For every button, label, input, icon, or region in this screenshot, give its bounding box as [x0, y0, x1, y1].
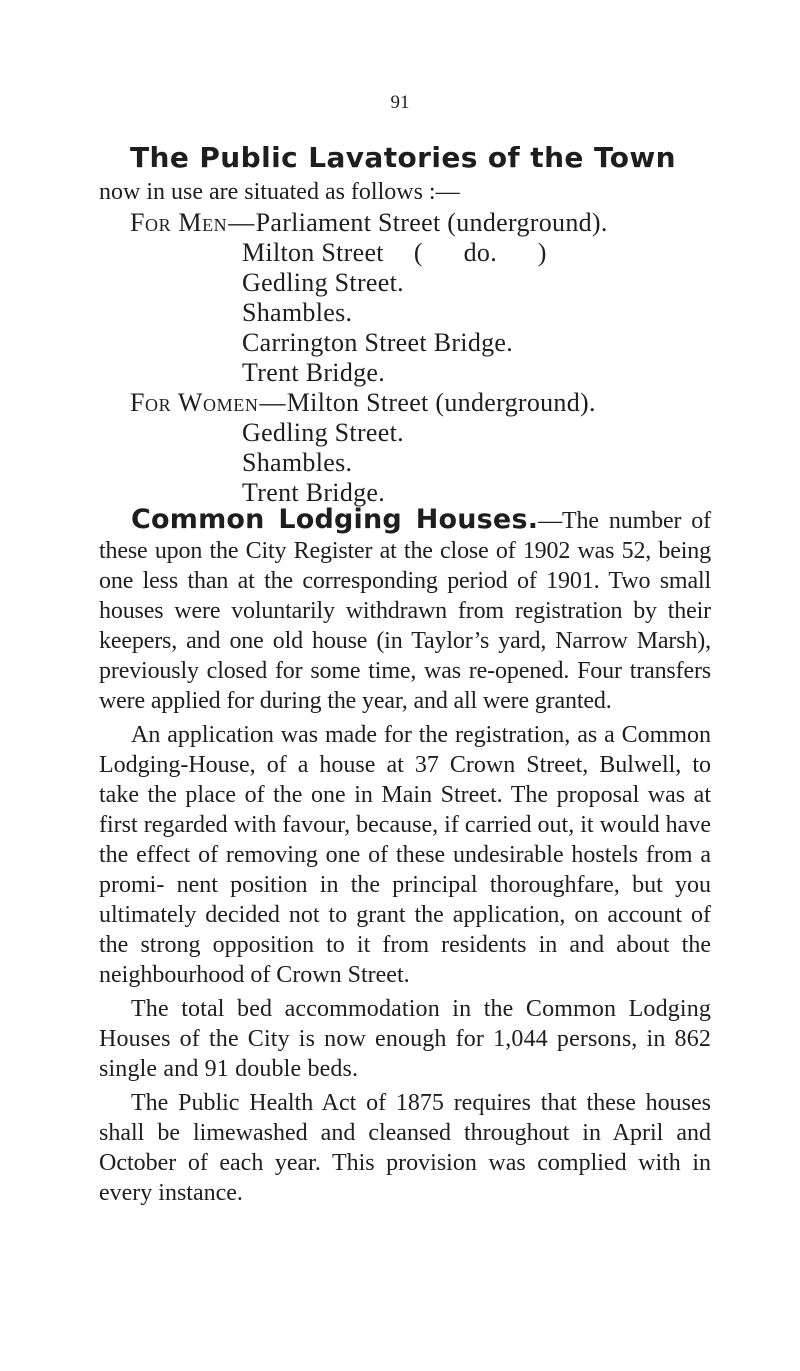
lavatories-intro: now in use are situated as follows :—	[99, 179, 460, 205]
lavatories-heading: The Public Lavatories of the Town	[130, 141, 676, 174]
men-location: Trent Bridge.	[242, 358, 386, 387]
lodging-paragraph-3: The total bed accommodation in the Common Lodging Houses of the City is now enough for 1,044 persons, in 862 single and 91 double beds.	[99, 996, 711, 1082]
men-row-1: For Men—Parliament Street (underground).	[130, 208, 608, 237]
women-location: Trent Bridge.	[242, 478, 386, 507]
women-row-1: For Women—Milton Street (underground).	[130, 388, 596, 417]
women-row-3	[242, 448, 352, 478]
men-row-4	[242, 298, 352, 328]
women-location: Gedling Street.	[242, 418, 404, 447]
lodging-paragraph-2: An application was made for the registration, as a Common Lodging-House, of a house at 37 Crown Street, Bulwell, to take the place of the one in Main Street. The proposal was at first regarded with favour, because, if carried out, it would have the effect of removing one of these undesirable hostels from a promi- nent position in the principal thoroughfare, but you ultimately decided not to grant the application, on account of the strong opposition to it from residents in and about the neighbourhood of Crown Street.	[99, 722, 711, 988]
lodging-paragraph-4: The Public Health Act of 1875 requires that these houses shall be limewashed and cleansed throughout in April and October of each year. This provision was complied with in every instance.	[99, 1090, 711, 1206]
men-location: Carrington Street Bridge.	[242, 328, 514, 357]
women-location: Milton Street (underground).	[286, 388, 596, 417]
women-row-2	[242, 418, 404, 448]
men-location: Shambles.	[242, 298, 353, 327]
women-label: For Women	[130, 388, 259, 417]
men-label: For Men	[130, 208, 228, 237]
men-location: Parliament Street (underground).	[255, 208, 608, 237]
ditto-mark: ( do. )	[413, 238, 547, 267]
men-location: Gedling Street.	[242, 268, 404, 297]
men-row-2	[242, 238, 547, 268]
lodging-paragraph-1-text: The number of these upon the City Register at the close of 1902 was 52, being one less than at the corresponding period of 1901. Two small houses were voluntarily withdrawn from registration by their keepers, and one old house (in Taylor’s yard, Narrow Marsh), previously closed for some time, was re-opened. Four transfers were applied for during the year, and all were granted.	[99, 508, 711, 714]
men-row-3	[242, 268, 404, 298]
men-location: Milton Street	[242, 238, 384, 267]
men-row-5	[242, 328, 513, 358]
men-row-6	[242, 358, 385, 388]
women-location: Shambles.	[242, 448, 353, 477]
lodging-section	[99, 505, 711, 1208]
lodging-paragraph-1: Common Lodging Houses.—The number of these upon the City Register at the close of 1902 was 52, being one less than at the corresponding period of 1901. Two small houses were voluntarily withdrawn from registration by their keepers, and one old house (in Taylor’s yard, Narrow Marsh), previously closed for some time, was re-opened. Four transfers were applied for during the year, and all were granted.	[99, 504, 711, 714]
lodging-heading: Common Lodging Houses.	[131, 504, 539, 535]
page-number: 91	[390, 92, 410, 113]
